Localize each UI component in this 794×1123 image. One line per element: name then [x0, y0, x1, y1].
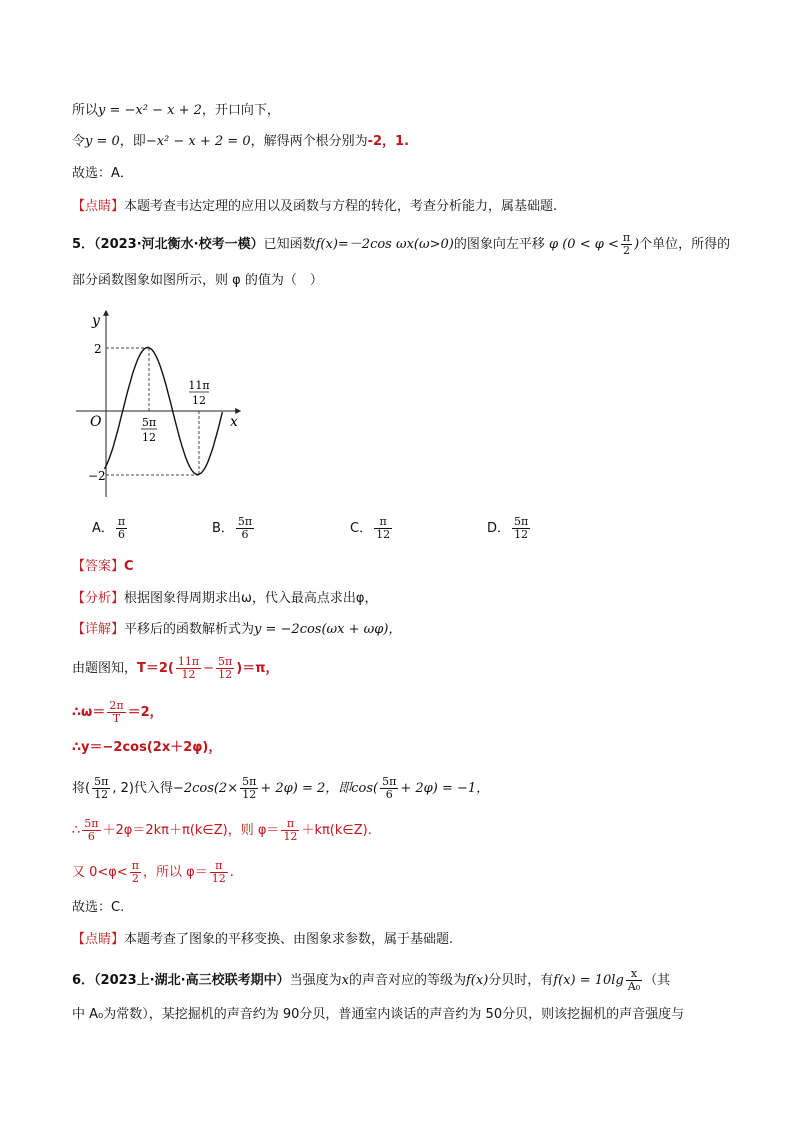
option-d[interactable]: D． $\frac{5\pi}{12}$: [487, 515, 529, 541]
svg-text:5π: 5π: [141, 416, 157, 429]
q5-step-4: 将( $\frac{5\pi}{12}$ , 2)代入得−2cos(2× $\frac{5\pi}{12}$ + 2φ) = 2，即cos( $\frac{5\pi}{6}$ + 2φ) = −1，: [72, 775, 490, 801]
q5-step-6: 又 0<φ< $\frac{\pi}{2}$ ，所以 φ＝ $\frac{\pi}{12}$ .: [72, 859, 234, 885]
q5-function-graph: [72, 305, 252, 505]
option-c[interactable]: C． $\frac{\pi}{12}$: [350, 515, 391, 541]
q5-step-5: ∴ $\frac{5\pi}{6}$ ＋2φ＝2kπ＋π(k∈Z)，则 φ＝ $\frac{\pi}{12}$ ＋kπ(k∈Z).: [72, 817, 372, 843]
prev-line-3: 故选：A．: [72, 166, 133, 181]
q6-stem-line-1: 6．（2023上·湖北·高三校联考期中）当强度为x的声音对应的等级为f(x)分贝时，有f(x) = 10lg $\frac{x}{\text{A₀}}$ （其: [72, 967, 671, 993]
q5-stem-line-1: 5．（2023·河北衡水·校考一模）已知函数f(x)=－2cos ωx(ω>0)的图象向左平移 φ (0 < φ < $\frac{\pi}{2}$ )个单位，所得的: [72, 231, 731, 257]
prev-line-2: 令y = 0，即−x² − x + 2 = 0，解得两个根分别为-2，1.: [72, 134, 410, 149]
q5-stem-fraction: $\frac{\pi}{2}$: [622, 231, 631, 257]
q5-source: （2023·河北衡水·校考一模）: [94, 237, 264, 252]
svg-text:12: 12: [142, 431, 156, 444]
svg-text:11π: 11π: [188, 379, 210, 392]
option-d-fraction: $\frac{5\pi}{12}$: [514, 515, 529, 541]
q5-step-3: ∴y＝−2cos(2x＋2φ)，: [72, 740, 222, 755]
prev-line-1: 所以y = −x² − x + 2，开口向下，: [72, 103, 280, 118]
q6-source: （2023上·湖北·高三校联考期中）: [94, 973, 290, 988]
q5-step-2: ∴ω＝ $\frac{2\pi}{T}$ ＝2，: [72, 699, 163, 725]
q5-stem-line-2: 部分函数图象如图所示，则 φ 的值为（ ）: [72, 273, 323, 288]
q5-step-1: 由题图知，T＝2( $\frac{11\pi}{12}$ − $\frac{5\pi}{12}$ )＝π，: [72, 655, 279, 681]
q6-number: 6．: [72, 973, 95, 988]
x-tick-11pi-12: [188, 379, 209, 407]
q5-detail: 【详解】平移后的函数解析式为y = −2cos(ωx + ωφ)，: [72, 622, 402, 637]
q5-answer: 【答案】C: [72, 559, 134, 574]
option-c-fraction: $\frac{\pi}{12}$: [376, 515, 391, 541]
prev-expr-1: y = −x² − x + 2: [98, 103, 202, 118]
q6-stem-line-2: 中 A₀为常数），某挖掘机的声音约为 90分贝，普通室内谈话的声音约为 50分贝，则该挖掘机的声音强度与: [72, 1007, 685, 1022]
q5-comment: 【点睛】本题考查了图象的平移变换、由图象求参数，属于基础题.: [72, 932, 454, 947]
q5-choice: 故选：C.: [72, 900, 125, 915]
y-axis-label: y: [92, 313, 100, 329]
q5-analysis: 【分析】根据图象得周期求出ω，代入最高点求出φ，: [72, 591, 378, 606]
tick-neg-2: −2: [88, 469, 106, 483]
option-a[interactable]: A． $\frac{\pi}{6}$: [92, 515, 126, 541]
comment-tag: 【点睛】: [72, 199, 125, 214]
svg-text:12: 12: [192, 394, 206, 407]
x-axis-label: x: [230, 414, 238, 430]
origin-label: O: [90, 414, 102, 430]
option-b-fraction: $\frac{5\pi}{6}$: [237, 515, 253, 541]
q5-number: 5．: [72, 237, 95, 252]
option-a-fraction: $\frac{\pi}{6}$: [117, 515, 126, 541]
tick-2: 2: [94, 342, 102, 356]
prev-roots: -2，1.: [367, 134, 410, 149]
x-tick-5pi-12: [141, 416, 157, 444]
prev-comment: 【点睛】本题考查韦达定理的应用以及函数与方程的转化，考查分析能力，属基础题.: [72, 199, 558, 214]
option-b[interactable]: B． $\frac{5\pi}{6}$: [212, 515, 253, 541]
